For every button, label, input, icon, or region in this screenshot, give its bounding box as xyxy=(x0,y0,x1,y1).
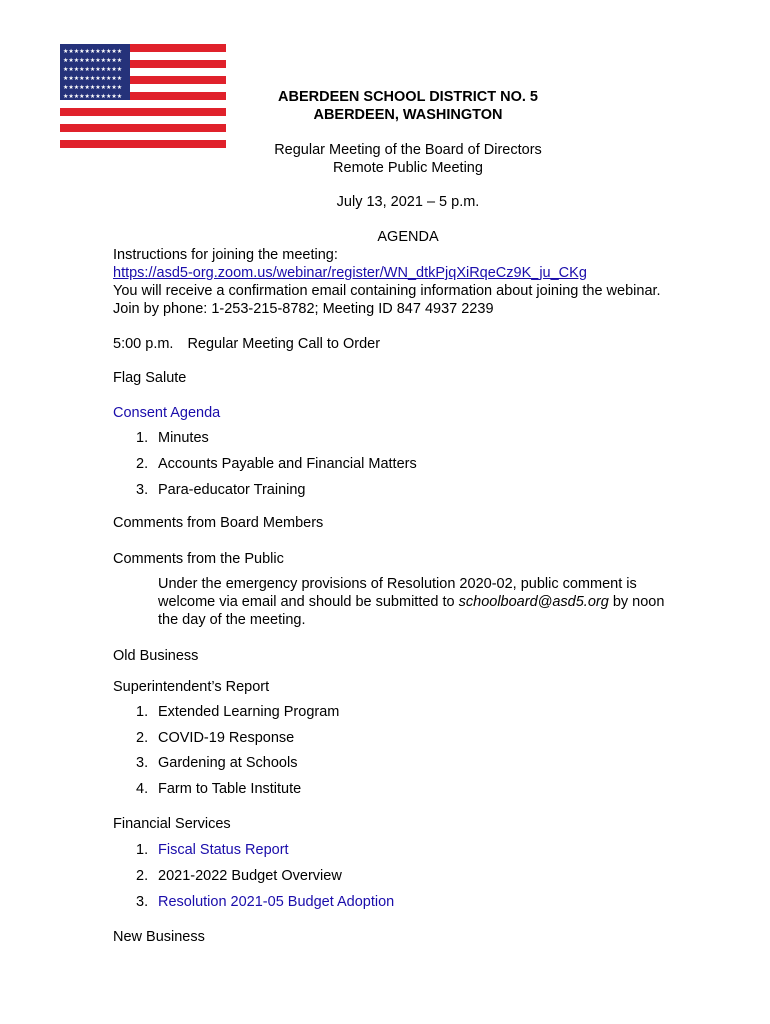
phone-info: Join by phone: 1-253-215-8782; Meeting ID 847 4937 2239 xyxy=(113,301,494,317)
call-to-order-label: Regular Meeting Call to Order xyxy=(187,336,381,352)
list-item: 3. Resolution 2021-05 Budget Adoption xyxy=(136,894,395,910)
svg-text:★★★★★★★★★★★: ★★★★★★★★★★★ xyxy=(63,93,123,100)
list-item: 2. 2021-2022 Budget Overview xyxy=(136,868,342,884)
school-board-email[interactable]: schoolboard@asd5.org xyxy=(458,594,609,610)
instructions-title: Instructions for joining the meeting: xyxy=(113,247,338,263)
list-item: 3. Gardening at Schools xyxy=(136,755,298,771)
meeting-mode: Remote Public Meeting xyxy=(333,160,483,176)
confirmation-note: You will receive a confirmation email containing information about joining the webinar. xyxy=(113,283,661,299)
svg-text:★★★★★★★★★★★: ★★★★★★★★★★★ xyxy=(63,84,123,91)
list-item: 2. COVID-19 Response xyxy=(136,730,295,746)
budget-adoption-link[interactable]: Resolution 2021-05 Budget Adoption xyxy=(158,894,395,910)
meeting-date: July 13, 2021 – 5 p.m. xyxy=(336,194,480,210)
list-item: 1. Minutes xyxy=(136,430,209,446)
list-item: 2. Accounts Payable and Financial Matters xyxy=(136,456,417,472)
meeting-type: Regular Meeting of the Board of Directors xyxy=(274,142,542,158)
district-city: ABERDEEN, WASHINGTON xyxy=(313,107,503,123)
call-to-order-time: 5:00 p.m. xyxy=(113,336,174,352)
consent-agenda-link[interactable]: Consent Agenda xyxy=(113,405,221,421)
public-comments-line2: welcome via email and should be submitted to schoolboard@asd5.org by noon xyxy=(158,594,665,610)
webinar-link[interactable]: https://asd5-org.zoom.us/webinar/register/WN_dtkPjqXiRqeCz9K_ju_CKg xyxy=(113,265,587,281)
old-business: Old Business xyxy=(113,648,199,664)
superintendent-title: Superintendent’s Report xyxy=(113,679,270,695)
call-to-order xyxy=(113,336,380,352)
svg-text:★★★★★★★★★★★: ★★★★★★★★★★★ xyxy=(63,57,123,64)
public-comments-title: Comments from the Public xyxy=(113,551,284,567)
public-comments-line3: the day of the meeting. xyxy=(158,612,306,628)
svg-text:★★★★★★★★★★★: ★★★★★★★★★★★ xyxy=(63,66,123,73)
agenda-title: AGENDA xyxy=(377,229,439,245)
district-name: ABERDEEN SCHOOL DISTRICT NO. 5 xyxy=(278,89,538,105)
svg-text:★★★★★★★★★★★: ★★★★★★★★★★★ xyxy=(63,48,123,55)
list-item: 1. Fiscal Status Report xyxy=(136,842,289,858)
svg-text:★★★★★★★★★★★: ★★★★★★★★★★★ xyxy=(63,75,123,82)
list-item: 3. Para-educator Training xyxy=(136,482,306,498)
board-comments: Comments from Board Members xyxy=(113,515,324,531)
new-business: New Business xyxy=(113,929,205,945)
list-item: 4. Farm to Table Institute xyxy=(136,781,302,797)
fiscal-status-link[interactable]: Fiscal Status Report xyxy=(158,842,289,858)
financial-title: Financial Services xyxy=(113,816,231,832)
us-flag-icon xyxy=(60,44,226,148)
list-item: 1. Extended Learning Program xyxy=(136,704,340,720)
public-comments-line1: Under the emergency provisions of Resolution 2020-02, public comment is xyxy=(158,576,637,592)
flag-salute: Flag Salute xyxy=(113,370,187,386)
